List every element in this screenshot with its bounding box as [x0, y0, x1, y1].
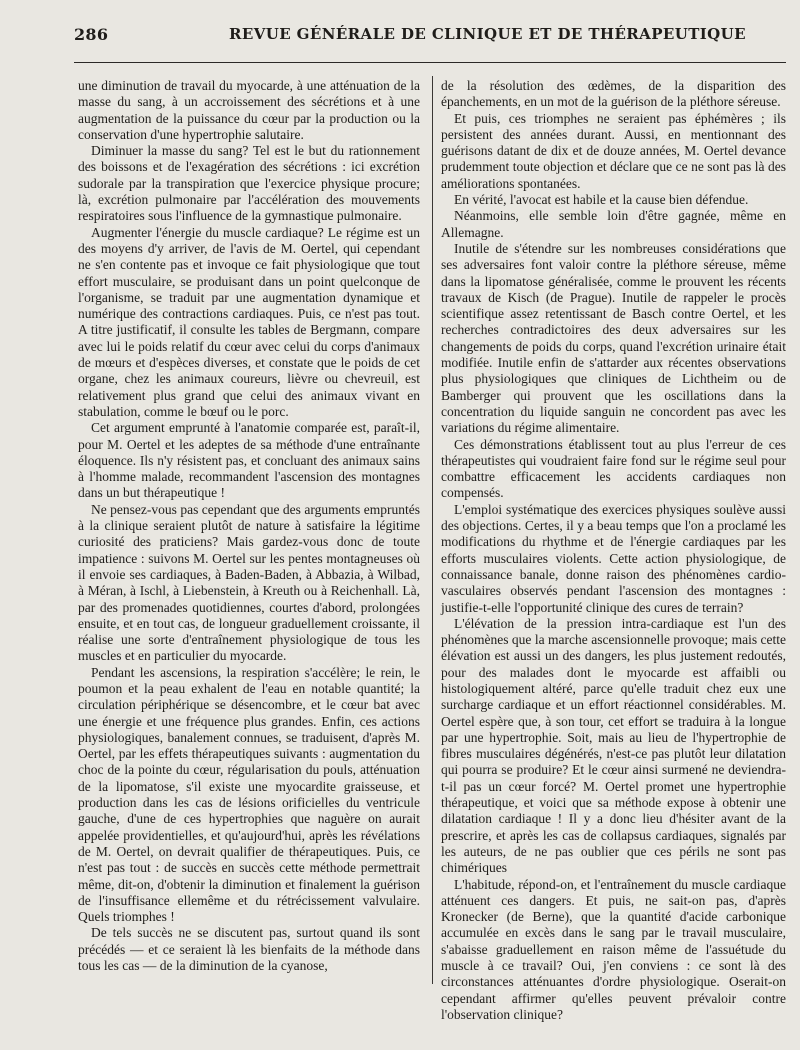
paragraph: de la résolution des œdèmes, de la disparition des épanchements, en un mot de la guérison de la pléthore séreuse. — [441, 78, 786, 110]
paragraph: Augmenter l'énergie du muscle cardiaque? Le régime est un des moyens d'y arriver, de l'avis de M. Oertel, qui cependant ne s'en contente pas et invoque ce fait physiologique que tout effort musculaire, se produisant dans un point quelconque de l'organisme, se traduit par une augmentation dynamique et numérique des contractions cardiaques. Puis, ce n'est pas tout. A titre justificatif, il consulte les tables de Bergmann, compare avec lui le poids relatif du cœur avec celui du corps d'animaux de mœurs et d'espèces diverses, et constate que le poids de cet organe, chez les animaux coureurs, lièvre ou chevreuil, est relativement plus grand que celui des animaux vivant en stabulation, comme le bœuf ou le porc. — [78, 224, 420, 419]
left-column — [78, 78, 420, 974]
paragraph: Cet argument emprunté à l'anatomie comparée est, paraît-il, pour M. Oertel et les adeptes de sa méthode d'une entraînante éloquence. Ils n'y résistent pas, et concluant des animaux sains à l'homme malade, recommandent l'ascension des montagnes dans un but thérapeutique ! — [78, 420, 420, 501]
paragraph: Ne pensez-vous pas cependant que des arguments empruntés à la clinique seraient plutôt de nature à satisfaire la légitime curiosité des praticiens? Mais gardez-vous donc de toute impatience : suivons M. Oertel sur les pentes montagneuses où il envoie ses cardiaques, à Baden-Baden, à Abbazia, à Wilbad, à Méran, à Ischl, à Liebenstein, à Kreuth ou à Reichenhall. Là, par des promenades quotidiennes, courtes d'abord, prolongées ensuite, et en tout cas, de longueur graduellement croissante, il réalise une sorte d'entraînement physiologique de tous les muscles et en particulier du myocarde. — [78, 501, 420, 664]
column-divider — [432, 76, 433, 984]
paragraph: L'emploi systématique des exercices physiques soulève aussi des objections. Certes, il y a beau temps que l'on a proclamé les modifications du rhythme et de l'énergie cardiaques par les efforts musculaires violents. Cette action physiologique, de connaissance banale, donne raison des phénomènes cardio-vasculaires observés pendant l'ascension des montagnes : justifie-t-elle l'opportunité clinique des cures de terrain? — [441, 501, 786, 615]
paragraph: L'élévation de la pression intra-cardiaque est l'un des phénomènes que la marche ascensionnelle provoque; mais cette élévation est aussi un des dangers, les plus justement redoutés, pour des malades dont le myocarde est affaibli ou histologiquement altéré, parce qu'elle traduit chez eux une surcharge cardiaque et un effort réactionnel considérables. M. Oertel espère que, à son tour, cet effort se traduira à la longue par une hypertrophie. Soit, mais au lieu de l'hypertrophie de fibres musculaires dégénérés, n'est-ce pas plutôt leur dilatation qui pourra se produire? Et le cœur ainsi surmené ne deviendra-t-il pas un cœur forcé? M. Oertel promet une hypertrophie thérapeutique, et voici que sa méthode expose à obtenir une dilatation cardiaque ! Il y a donc lieu d'hésiter avant de la prescrire, et après les cas de collapsus cardiaques, signalés par les auteurs, de ne pas oublier que ces périls ne sont pas chimériques — [441, 615, 786, 876]
running-title: REVUE GÉNÉRALE DE CLINIQUE ET DE THÉRAPEUTIQUE — [229, 25, 746, 43]
paragraph: Inutile de s'étendre sur les nombreuses considérations que ses adversaires font valoir contre la pléthore séreuse, même dans la lipomatose généralisée, comme le prouvent les récents travaux de Kisch (de Prague). Inutile de rappeler le procès scientifique assez retentissant de Basch contre Oertel, et les recherches contradictoires des deux adversaires sur les changements de poids du corps, quand l'excrétion urinaire était modifiée. Inutile enfin de s'attarder aux récentes observations plus physiologiques que cliniques de Lichtheim ou de Bamberger qui prouvent que les oscillations dans la concentration du liquide sanguin ne concordent pas avec les variations du régime alimentaire. — [441, 240, 786, 436]
paragraph: Diminuer la masse du sang? Tel est le but du rationnement des boissons et de l'exagération des sécrétions : ici excrétion sudorale par la transpiration que l'exercice physique procure; là, excrétion pulmonaire par l'accélération des mouvements respiratoires sous l'influence de la gymnastique pulmonaire. — [78, 143, 420, 224]
page-number: 286 — [74, 25, 109, 44]
paragraph: Pendant les ascensions, la respiration s'accélère; le rein, le poumon et la peau exhalent de l'eau en notable quantité; la circulation périphérique se désencombre, et le cœur bat avec une énergie et une fréquence plus grandes. Enfin, ces actions physiologiques, banalement connues, se traduisent, d'après M. Oertel, par les effets thérapeutiques suivants : augmentation du choc de la pointe du cœur, régularisation du pouls, atténuation de la lipomatose, s'il existe une myocardite graisseuse, et production dans les cas de lésions orificielles du ventricule gauche, d'une de ces hypertrophies que naguère on aurait appelée providentielles, et qu'aujourd'hui, après les révélations de M. Oertel, on devrait qualifier de thérapeutiques. Puis, ce n'est pas tout : de succès en succès cette méthode permettrait même, dit-on, d'obtenir la diminution et finalement la guérison de l'insuffisance ellemême et du rétrécissement valvulaire. Quels triomphes ! — [78, 664, 420, 925]
right-column — [441, 78, 786, 1023]
header-rule — [74, 62, 786, 63]
paragraph: En vérité, l'avocat est habile et la cause bien défendue. — [454, 192, 749, 208]
paragraph: Et puis, ces triomphes ne seraient pas éphémères ; ils persistent des années durant. Aussi, en mentionnant des guérisons datant de dix et de douze années, M. Oertel devance prudemment toute objection et déclare que ce ne sont pas là des améliorations spontanées. — [441, 110, 786, 191]
paragraph: L'habitude, répond-on, et l'entraînement du muscle cardiaque atténuent ces dangers. Et puis, ne sait-on pas, d'après Kronecker (de Berne), que la quantité d'acide carbonique accumulée en excès dans le sang par le travail musculaire, s'abaisse graduellement en raison même de l'assuétude du muscle à ce travail? Oui, j'en conviens : ce sont là des circonstances atténuantes d'ordre physiologique. Oserait-on cependant affirmer qu'elles peuvent prévaloir contre l'observation clinique? — [441, 876, 786, 1022]
paragraph: une diminution de travail du myocarde, à une atténuation de la masse du sang, à un accroissement des sécrétions et à une augmentation de la puissance du cœur par la production ou la conservation d'une hypertrophie salutaire. — [78, 78, 420, 142]
paragraph: Ces démonstrations établissent tout au plus l'erreur de ces thérapeutistes qui voudraient faire fond sur le régime seul pour combattre efficacement les accidents cardiaques non compensés. — [441, 436, 786, 501]
paragraph: Néanmoins, elle semble loin d'être gagnée, même en Allemagne. — [441, 208, 786, 240]
page-header — [74, 25, 784, 49]
paragraph: De tels succès ne se discutent pas, surtout quand ils sont précédés — et ce seraient là les bienfaits de la méthode dans tous les cas — de la diminution de la cyanose, — [78, 925, 420, 974]
